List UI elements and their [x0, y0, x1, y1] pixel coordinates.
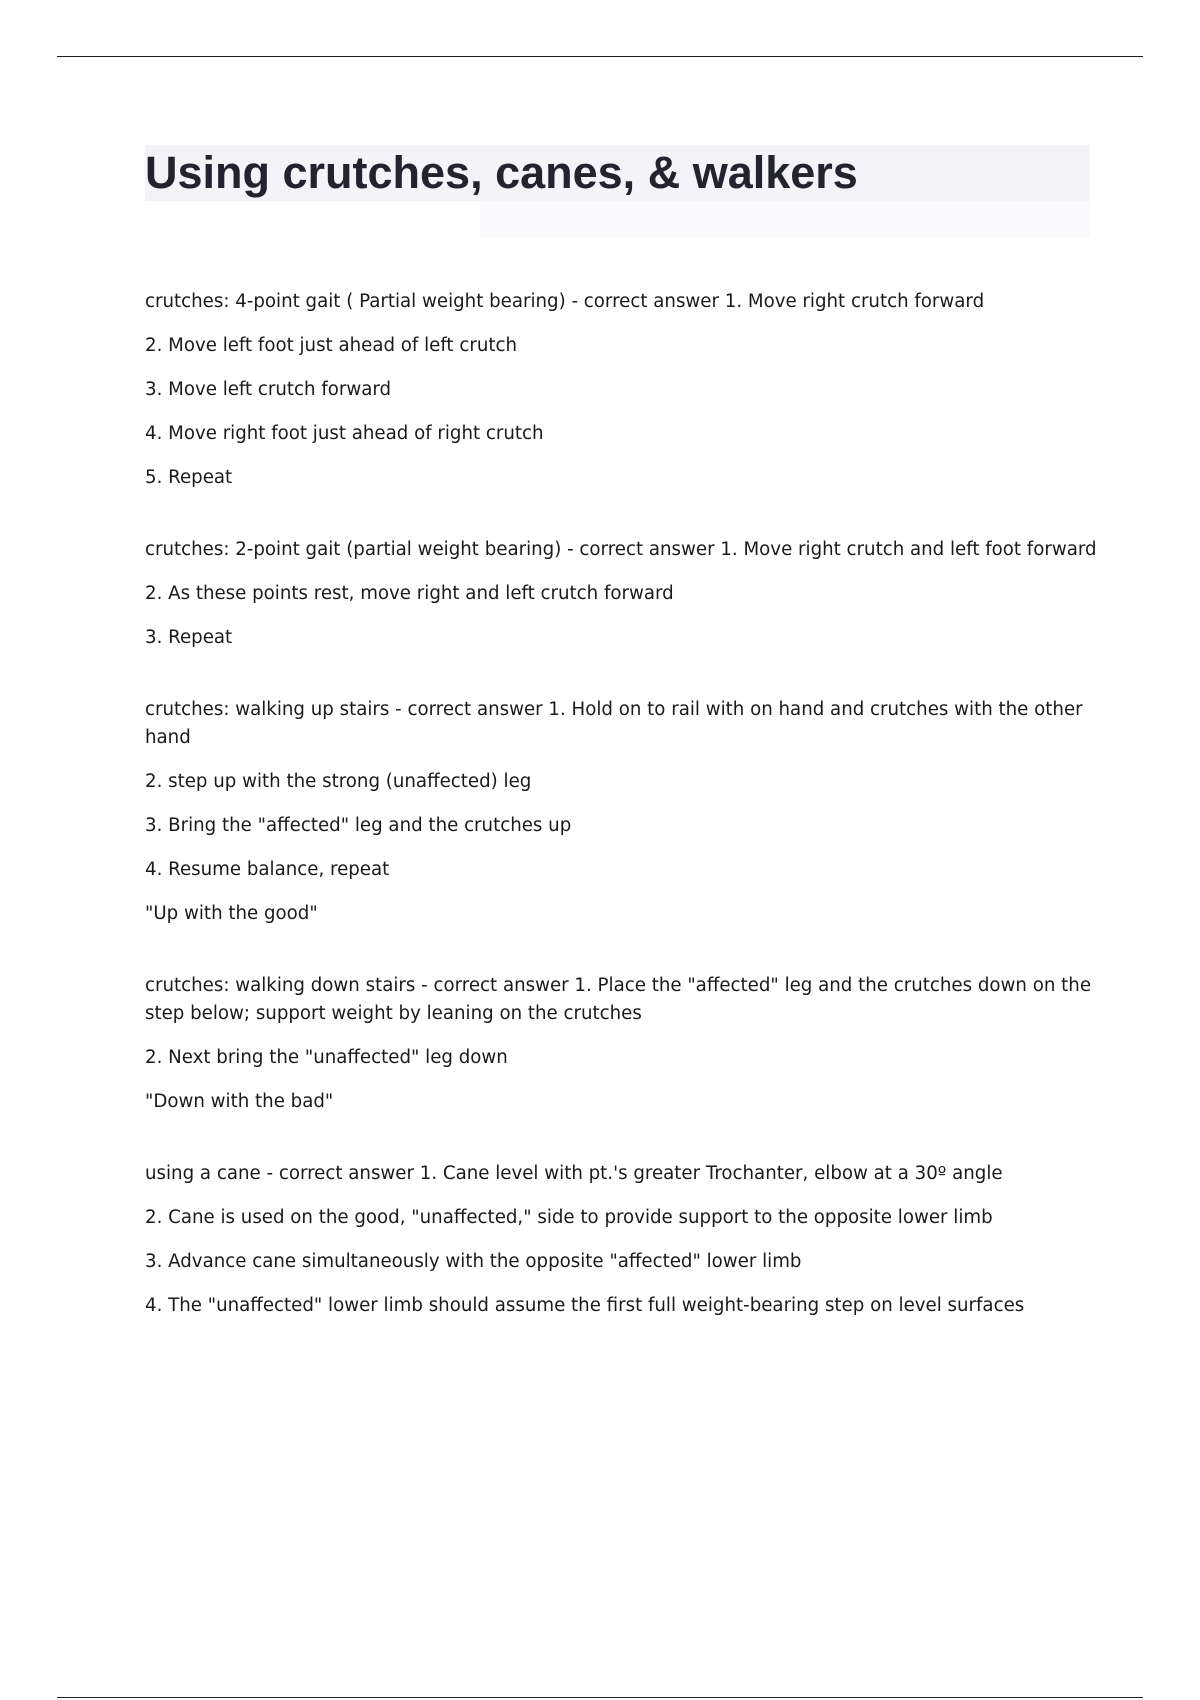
qa-item — [145, 288, 1100, 492]
qa-question-line: crutches: walking down stairs - correct answer 1. Place the "affected" leg and the crutches down on the step below; support weight by leaning on the crutches — [145, 975, 1092, 1024]
qa-answer-line: 2. step up with the strong (unaffected) leg — [145, 771, 532, 792]
qa-answer-line: 2. Next bring the "unaffected" leg down — [145, 1047, 508, 1068]
qa-answer-line: 3. Advance cane simultaneously with the opposite "affected" lower limb — [145, 1251, 802, 1272]
qa-item — [145, 1160, 1100, 1320]
qa-answer-line: 4. The "unaffected" lower limb should assume the first full weight-bearing step on level surfaces — [145, 1295, 1025, 1316]
qa-list — [145, 288, 1100, 1364]
qa-answer-line: 2. Cane is used on the good, "unaffected," side to provide support to the opposite lower limb — [145, 1207, 993, 1228]
qa-answer-line: 3. Repeat — [145, 627, 233, 648]
qa-answer-line: 2. As these points rest, move right and left crutch forward — [145, 583, 674, 604]
qa-answer-line: 3. Move left crutch forward — [145, 379, 392, 400]
qa-answer-line: 5. Repeat — [145, 467, 233, 488]
page-title: Using crutches, canes, & walkers — [145, 147, 858, 198]
qa-answer-line: 4. Move right foot just ahead of right crutch — [145, 423, 544, 444]
title-highlight-extension — [480, 201, 1090, 237]
qa-answer-line: 3. Bring the "affected" leg and the crutches up — [145, 815, 572, 836]
qa-question-line: using a cane - correct answer 1. Cane level with pt.'s greater Trochanter, elbow at a 30º angle — [145, 1163, 1003, 1184]
top-rule — [57, 56, 1143, 57]
qa-answer-line: "Down with the bad" — [145, 1091, 334, 1112]
qa-question-line: crutches: 2-point gait (partial weight bearing) - correct answer 1. Move right crutch and left foot forward — [145, 539, 1097, 560]
qa-answer-line: 2. Move left foot just ahead of left crutch — [145, 335, 518, 356]
qa-question-line: crutches: walking up stairs - correct answer 1. Hold on to rail with on hand and crutches with the other hand — [145, 699, 1083, 748]
qa-answer-line: 4. Resume balance, repeat — [145, 859, 390, 880]
qa-item — [145, 972, 1100, 1116]
qa-item — [145, 536, 1100, 652]
qa-question-line: crutches: 4-point gait ( Partial weight bearing) - correct answer 1. Move right crutch forward — [145, 291, 985, 312]
bottom-rule — [57, 1697, 1143, 1698]
qa-answer-line: "Up with the good" — [145, 903, 318, 924]
qa-item — [145, 696, 1100, 928]
